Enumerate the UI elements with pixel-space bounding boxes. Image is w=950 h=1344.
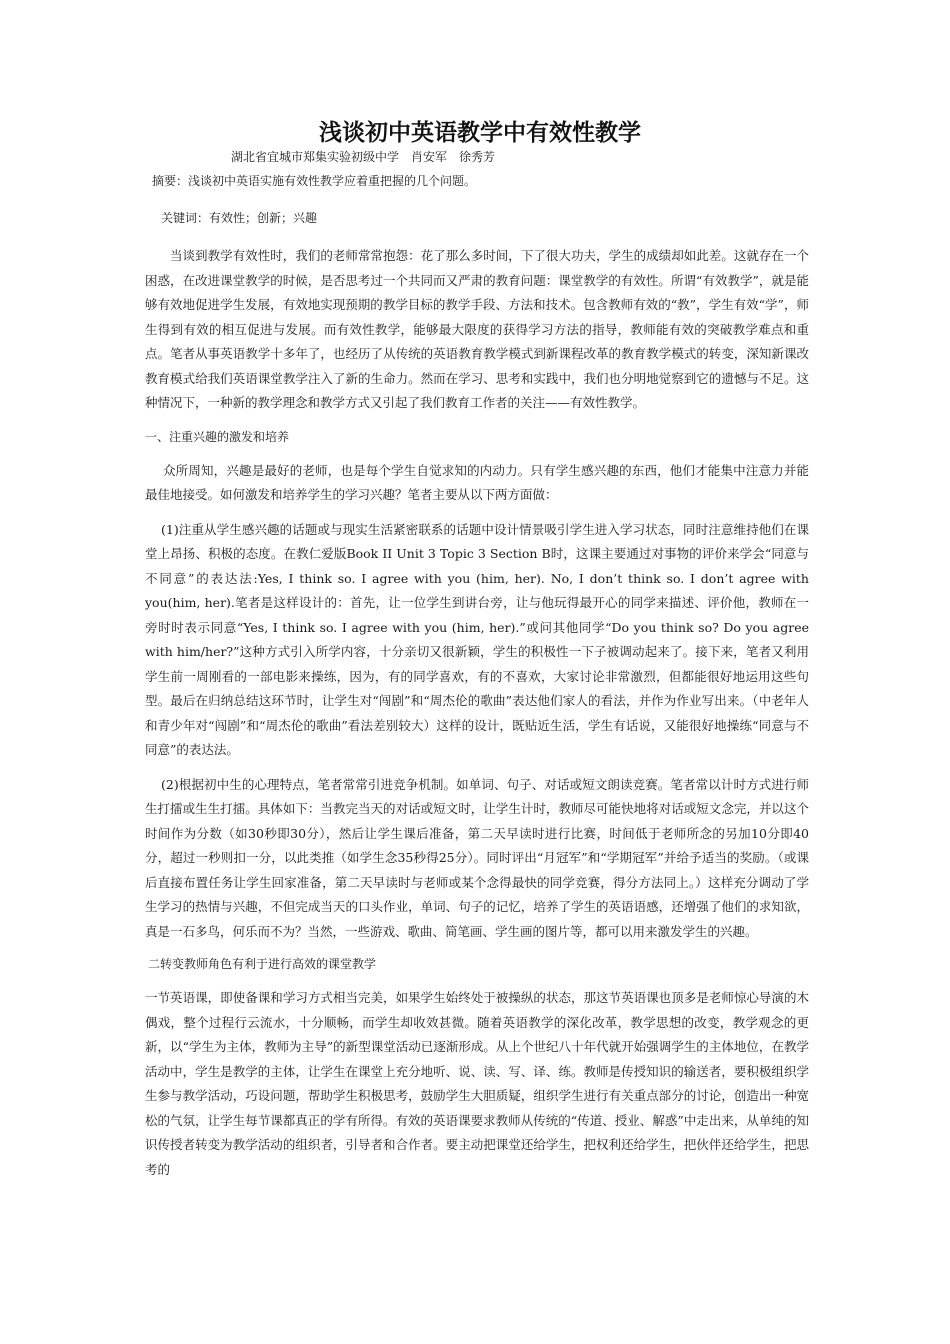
section-1-paragraph: 众所周知，兴趣是最好的老师，也是每个学生自觉求知的内动力。只有学生感兴趣的东西，他们才能集中注意力并能最佳地接受。如何激发和培养学生的学习兴趣？笔者主要从以下两方面做： (145, 462, 809, 502)
author-line: 湖北省宜城市郑集实验初级中学 肖安军 徐秀芳 (231, 150, 496, 164)
document-title: 浅谈初中英语教学中有效性教学 (319, 120, 641, 146)
document-page (145, 118, 809, 1182)
abstract: 摘要：浅谈初中英语实施有效性教学应着重把握的几个问题。 (152, 174, 477, 188)
section-1-heading: 一、注重兴趣的激发和培养 (145, 429, 290, 444)
section-2-paragraph: 一节英语课，即使备课和学习方式相当完美，如果学生始终处于被操纵的状态，那这节英语课也顶多是老师惊心导演的木偶戏，整个过程行云流水，十分顺畅，而学生却收效甚微。随着英语教学的深化改革，教学思想的改变，教学观念的更新，以“学生为主体，教师为主导”的新型课堂活动已逐渐形成。从上个世纪八十年代就开始强调学生的主体地位，在教学活动中，学生是教学的主体，让学生在课堂上充分地听、说、读、写、译、练。教师是传授知识的输送者，要积极组织学生参与教学活动，巧设问题，帮助学生积极思考，鼓励学生大胆质疑，组织学生进行有关重点部分的讨论，创造出一种宽松的气氛，让学生每节课都真正的学有所得。有效的英语课要求教师从传统的“传道、授业、解惑”中走出来，从单纯的知识传授者转变为教学活动的组织者，引导者和合作者。要主动把课堂还给学生，把权利还给学生，把伙伴还给学生，把思考的 (145, 990, 809, 1177)
intro-paragraph: 当谈到教学有效性时，我们的老师常常抱怨：花了那么多时间，下了很大功夫，学生的成绩却如此差。这就存在一个困惑，在改进课堂教学的时候，是否思考过一个共同而又严肃的教育问题：课堂教学的有效性。所谓“有效教学”，就是能够有效地促进学生发展，有效地实现预期的教学目标的教学手段、方法和技术。包含教师有效的“教”，学生有效“学”，师生得到有效的相互促进与发展。而有效性教学，能够最大限度的获得学习方法的指导，教师能有效的突破教学难点和重点。笔者从事英语教学十多年了，也经历了从传统的英语教育教学模式到新课程改革的教育教学模式的转变，深知新课改教育模式给我们英语课堂教学注入了新的生命力。然而在学习、思考和实践中，我们也分明地觉察到它的遗憾与不足。这种情况下，一种新的教学理念和教学方式又引起了我们教育工作者的关注——有效性教学。 (145, 248, 809, 410)
keywords: 关键词：有效性；创新；兴趣 (161, 211, 318, 225)
section-1-item-1: (1)注重从学生感兴趣的话题或与现实生活紧密联系的话题中设计情景吸引学生进入学习状态，同时注意维持他们在课堂上昂扬、积极的态度。在教仁爱版Book II Unit 3 Topic 3 Section B时，这课主要通过对事物的评价来学会“同意与不同意”的表达法:Yes, I think so. I agree with you (him, her). No, I don’t think so. I don’t agree with you(him, her).笔者是这样设计的：首先，让一位学生到讲台旁，让与他玩得最开心的同学来描述、评价他，教师在一旁时时表示同意“Yes, I think so. I agree with you (him, her).”或问其他同学“Do you think so? Do you agree with him/her?”这种方式引入所学内容，十分亲切又很新颖，学生的积极性一下子被调动起来了。接下来，笔者又利用学生前一周刚看的一部电影来操练，因为，有的同学喜欢，有的不喜欢，大家讨论非常激烈，但都能很好地运用这些句型。最后在归纳总结这环节时，让学生对“闯剧”和“周杰伦的歌曲”表达他们家人的看法，并作为作业写出来。（中老年人和青少年对“闯剧”和“周杰伦的歌曲”看法差别较大）这样的设计，既贴近生活，学生有话说，又能很好地操练“同意与不同意”的表达法。 (145, 521, 809, 757)
section-1-item-2: (2)根据初中生的心理特点，笔者常常引进竞争机制。如单词、句子、对话或短文朗读竞赛。笔者常以计时方式进行师生打擂或生生打擂。具体如下：当教完当天的对话或短文时，让学生计时，教师尽可能快地将对话或短文念完，并以这个时间作为分数（如30秒即30分），然后让学生课后准备，第二天早读时进行比赛，时间低于老师所念的另加10分即40分，超过一秒则扣一分，以此类推（如学生念35秒得25分）。同时评出“月冠军”和“学期冠军”并给予适当的奖励。（或课后直接布置任务让学生回家准备，第二天早读时与老师或某个念得最快的同学竞赛，得分方法同上。）这样充分调动了学生学习的热情与兴趣，不但完成当天的口头作业，单词、句子的记忆，培养了学生的英语语感，还增强了他们的求知欲，真是一石多鸟，何乐而不为？当然，一些游戏、歌曲、简笔画、学生画的图片等，都可以用来激发学生的兴趣。 (145, 776, 809, 939)
section-2-heading: 二转变教师角色有利于进行高效的课堂教学 (148, 957, 377, 971)
